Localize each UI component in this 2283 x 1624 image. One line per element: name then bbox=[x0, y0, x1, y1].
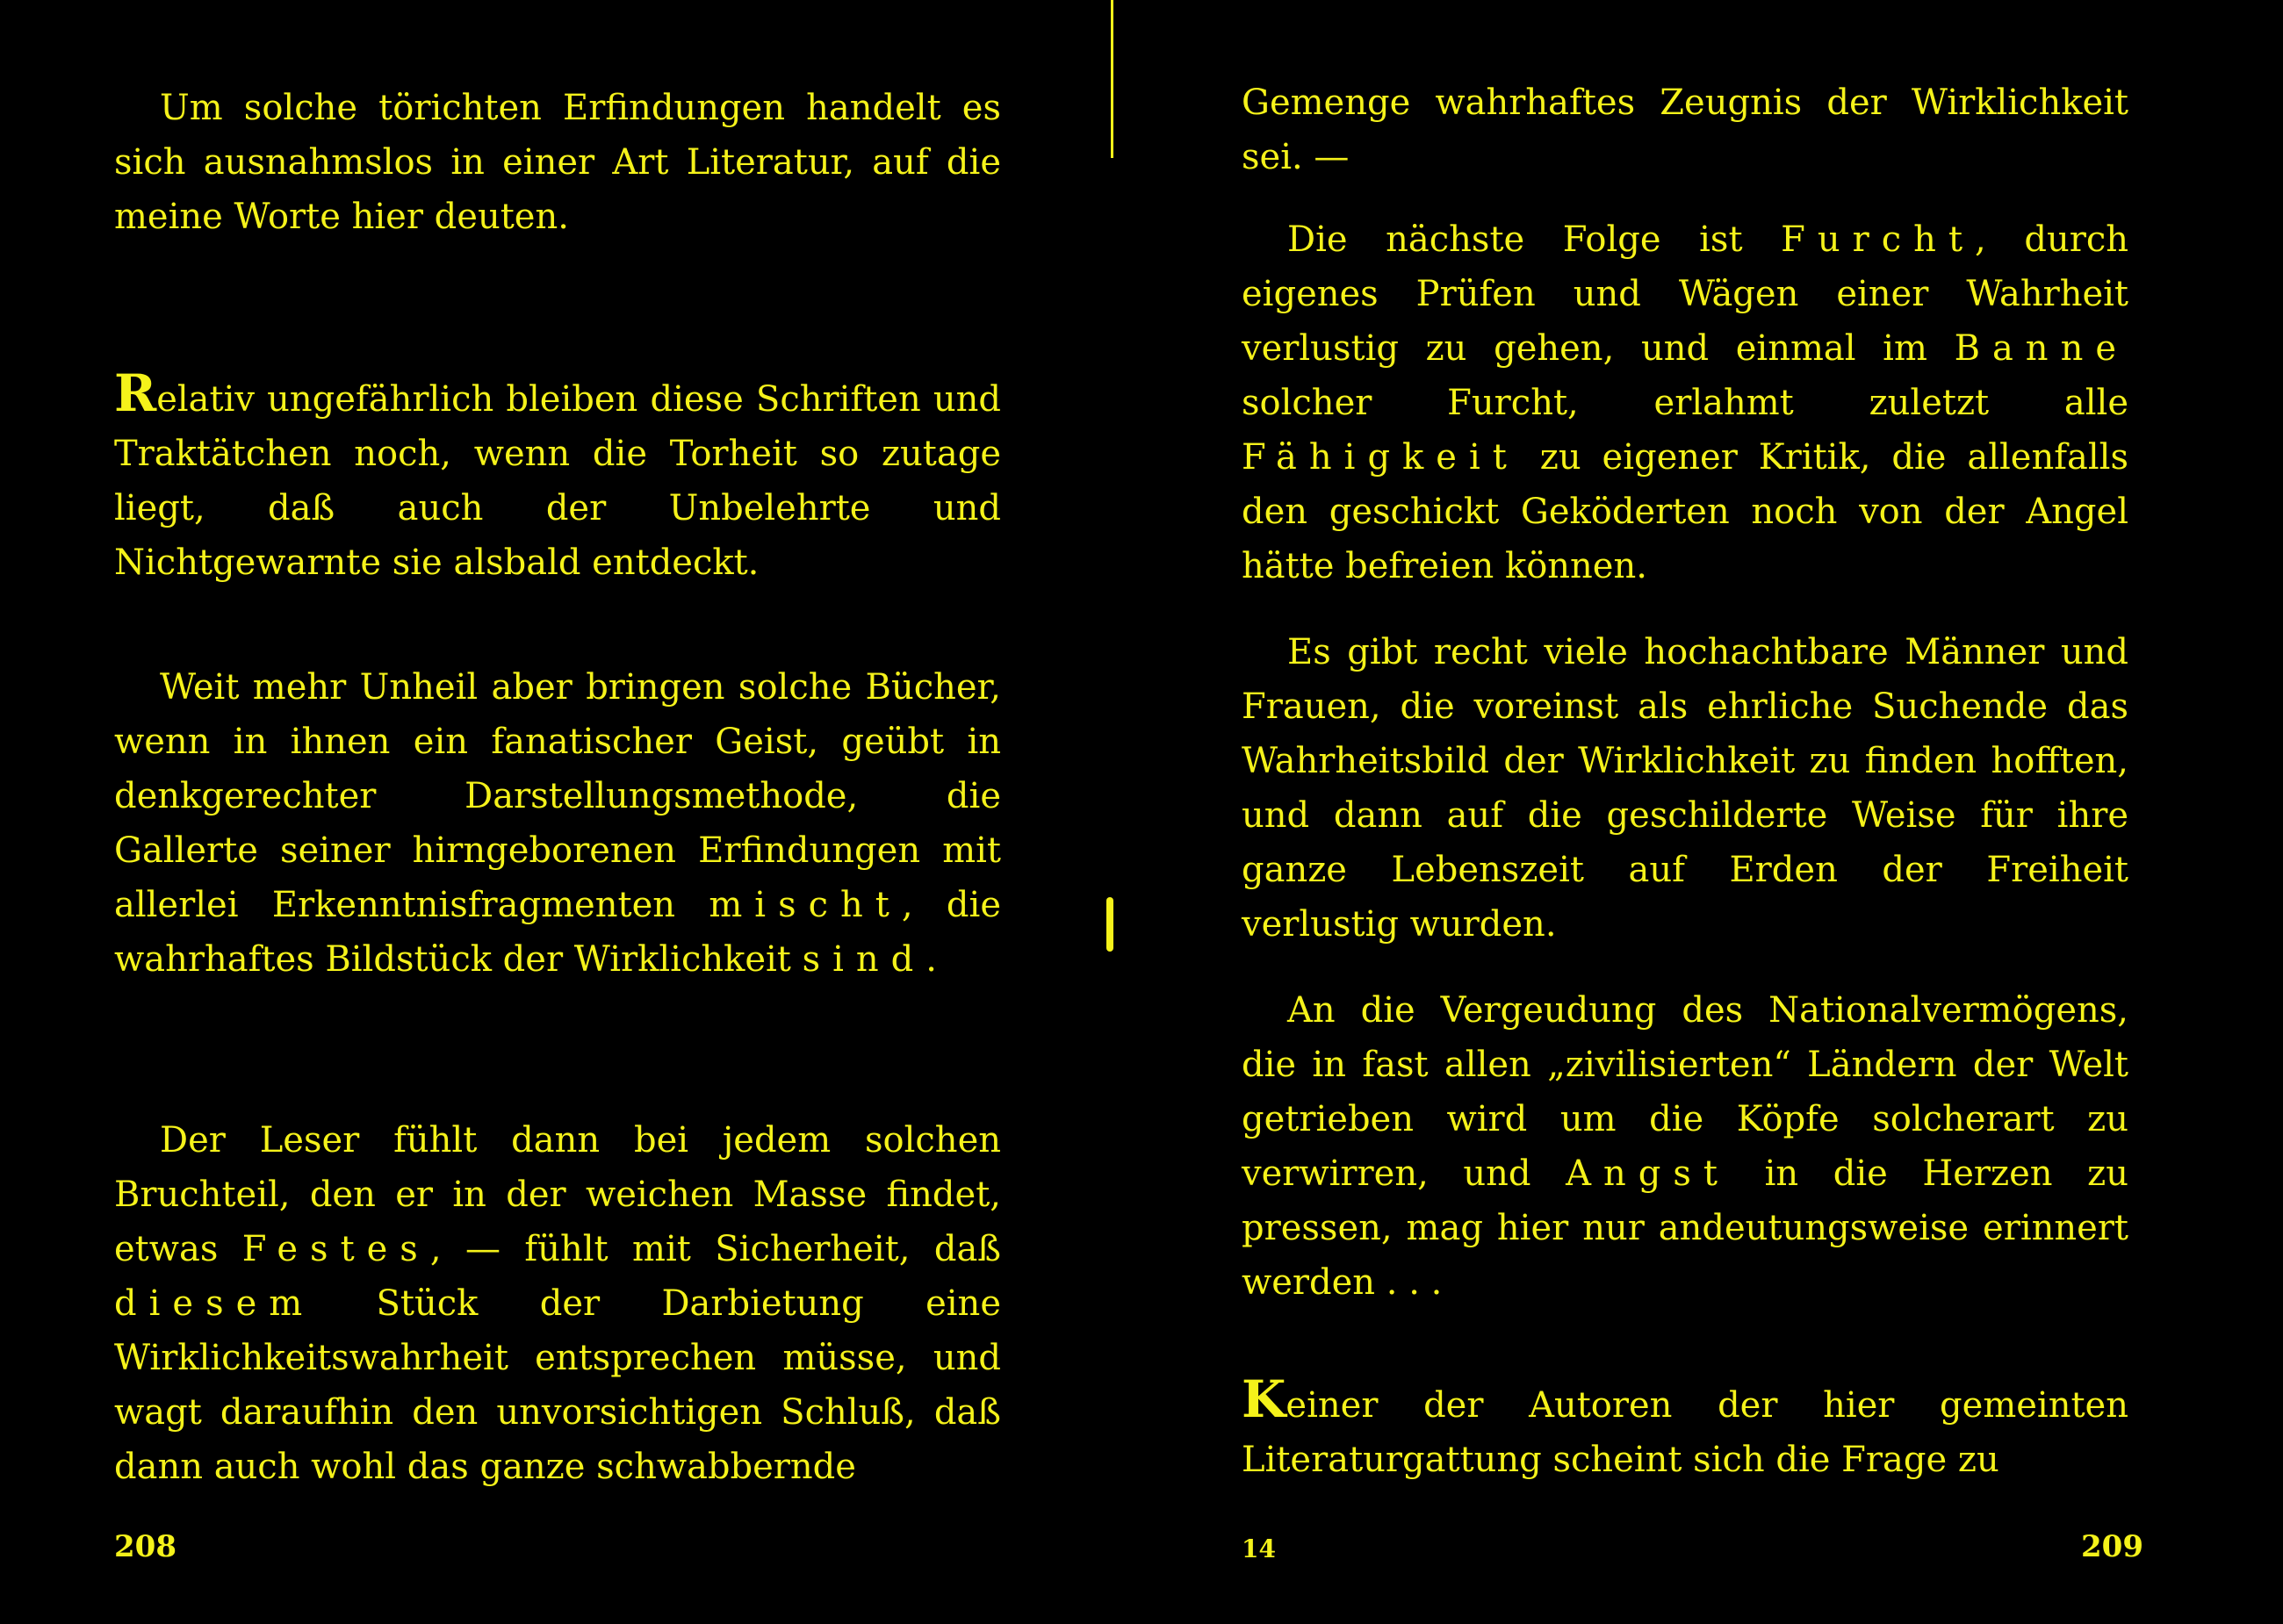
signature-mark: 14 bbox=[1242, 1534, 1276, 1563]
right-paragraph-2-text-b: , durch eigenes Prüfen und Wägen einer Wahrheit verlustig zu gehen, und einmal im bbox=[1242, 219, 2128, 369]
left-paragraph-4 bbox=[114, 1113, 1001, 1494]
spaced-word-banne: Banne bbox=[1954, 328, 2128, 369]
spaced-word-festes: Festes bbox=[241, 1229, 430, 1269]
drop-cap-r: R bbox=[114, 363, 157, 423]
right-paragraph-1-text: Gemenge wahrhaftes Zeugnis der Wirklichkeit sei. — bbox=[1242, 83, 2128, 177]
right-paragraph-5 bbox=[1242, 1369, 2128, 1487]
left-page bbox=[0, 0, 1124, 1624]
left-paragraph-4-text-c: Stück der Darbietung eine Wirklichkeitswahrheit entsprechen müsse, und wagt daraufhin den unvorsichtigen Schluß, daß dann auch wohl das ganze schwabbernde bbox=[114, 1283, 1001, 1487]
right-paragraph-2 bbox=[1242, 212, 2128, 593]
right-paragraph-1 bbox=[1242, 75, 2128, 184]
right-page bbox=[1133, 0, 2283, 1624]
left-paragraph-1 bbox=[114, 81, 1001, 244]
left-paragraph-2-text: elativ ungefährlich bleiben diese Schriften und Traktätchen noch, wenn die Torheit so zutage liegt, daß auch der Unbelehrte und Nichtgewarnte sie alsbald entdeckt. bbox=[114, 379, 1001, 583]
right-paragraph-3 bbox=[1242, 625, 2128, 952]
right-paragraph-2-text-c: solcher Furcht, erlahmt zuletzt alle bbox=[1242, 383, 2128, 423]
right-page-number: 209 bbox=[2081, 1529, 2143, 1564]
right-paragraph-2-text-d: zu eigener Kritik, die allenfalls den geschickt Geköderten noch von der Angel hätte befreien können. bbox=[1242, 437, 2128, 586]
right-paragraph-4-text-a: An die Vergeudung des Nationalvermögens, die in fast allen „zivilisierten“ Ländern der Welt getrieben wird um die Köpfe solcherart zu verwirren, und bbox=[1242, 990, 2128, 1194]
left-paragraph-2 bbox=[114, 363, 1001, 590]
right-paragraph-4-text-b: in die Herzen zu pressen, mag hier nur andeutungsweise erinnert werden . . . bbox=[1242, 1153, 2128, 1303]
left-paragraph-3-text-a: Weit mehr Unheil aber bringen solche Bücher, wenn in ihnen ein fanatischer Geist, geübt in denkgerechter Darstellungsmethode, die Gallerte seiner hirngeborenen Erfindungen mit allerlei Erkenntnisfragmenten bbox=[114, 667, 1001, 925]
spaced-word-mischt: mischt bbox=[709, 885, 902, 925]
spaced-word-diesem: diesem bbox=[114, 1283, 315, 1324]
spaced-word-sind: sind bbox=[802, 939, 926, 980]
left-paragraph-3-text-c: . bbox=[925, 939, 937, 980]
left-paragraph-3-text-b: , die wahrhaftes Bildstück der Wirklichkeit bbox=[114, 885, 1001, 980]
right-paragraph-4 bbox=[1242, 983, 2128, 1310]
left-paragraph-3 bbox=[114, 660, 1001, 987]
right-paragraph-5-text: einer der Autoren der hier gemeinten Literaturgattung scheint sich die Frage zu bbox=[1242, 1385, 2128, 1480]
spaced-word-faehigkeit: Fähigkeit bbox=[1242, 437, 1519, 478]
right-paragraph-2-text-a: Die nächste Folge ist bbox=[1287, 219, 1782, 260]
drop-cap-k: K bbox=[1242, 1369, 1286, 1429]
left-paragraph-4-text-a: Der Leser fühlt dann bei jedem solchen Bruchteil, den er in der weichen Masse findet, etwas bbox=[114, 1120, 1001, 1269]
left-paragraph-1-text: Um solche törichten Erfindungen handelt es sich ausnahmslos in einer Art Literatur, auf die meine Worte hier deuten. bbox=[114, 88, 1001, 237]
spaced-word-furcht: Furcht bbox=[1781, 219, 1976, 260]
left-page-number: 208 bbox=[114, 1529, 176, 1564]
right-paragraph-3-text: Es gibt recht viele hochachtbare Männer und Frauen, die voreinst als ehrliche Suchende das Wahrheitsbild der Wirklichkeit zu finden hofften, und dann auf die geschilderte Weise für ihre ganze Lebenszeit auf Erden der Freiheit verlustig wurden. bbox=[1242, 632, 2128, 945]
spaced-word-angst: Angst bbox=[1566, 1153, 1730, 1194]
left-paragraph-4-text-b: , — fühlt mit Sicherheit, daß bbox=[429, 1229, 1002, 1269]
